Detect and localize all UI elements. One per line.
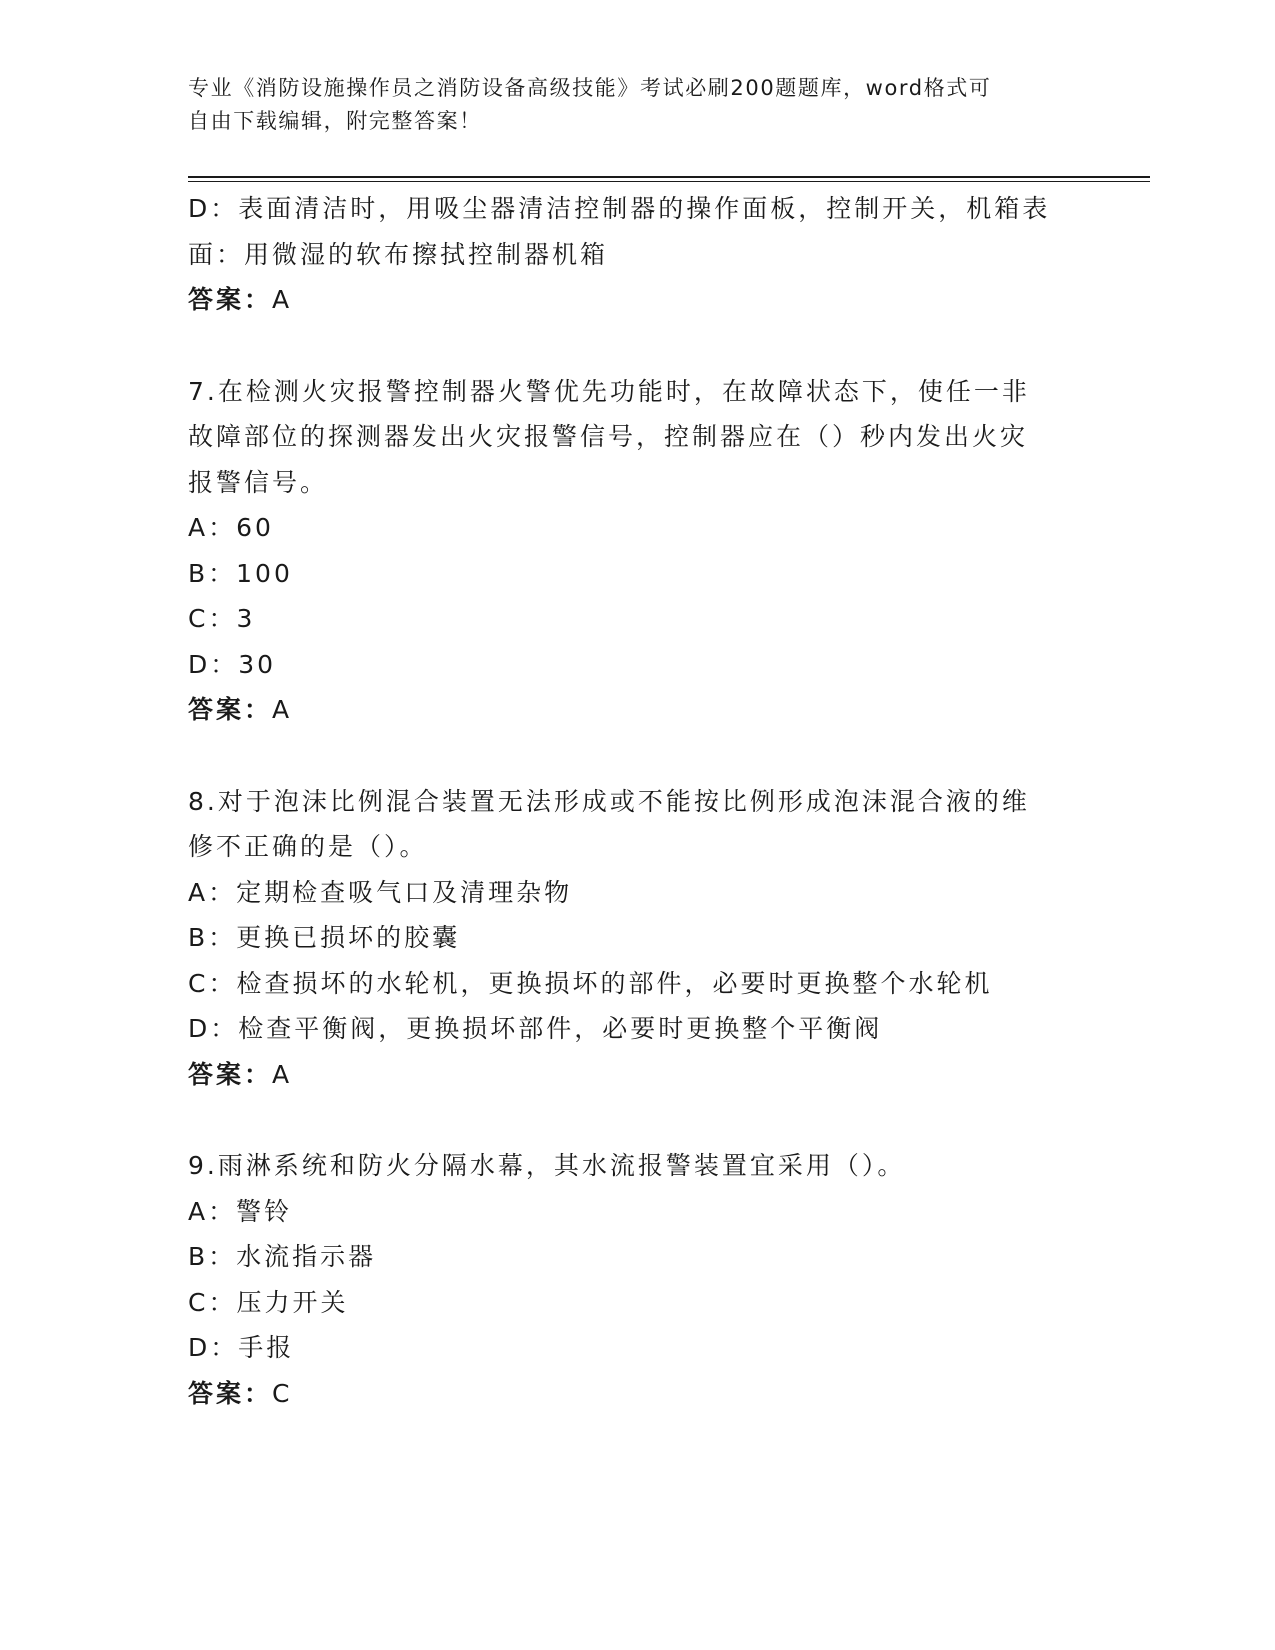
document-body bbox=[188, 186, 1088, 1416]
spacer bbox=[188, 733, 1088, 779]
option-b: B：更换已损坏的胶囊 bbox=[188, 923, 461, 952]
option-d-continued: 面：用微湿的软布擦拭控制器机箱 bbox=[188, 239, 609, 269]
document-header bbox=[188, 72, 1068, 138]
header-divider-thick bbox=[188, 176, 1150, 178]
answer-value: C bbox=[272, 1378, 290, 1408]
question-9 bbox=[188, 1143, 1088, 1416]
question-8 bbox=[188, 779, 1088, 1098]
option-d: D：表面清洁时，用吸尘器清洁控制器的操作面板，控制开关，机箱表 bbox=[188, 194, 1051, 223]
answer-label: 答案： bbox=[188, 695, 273, 724]
question-stem-continued: 报警信号。 bbox=[188, 467, 329, 497]
answer-line bbox=[188, 277, 1088, 323]
question-stem-continued: 修不正确的是（）。 bbox=[188, 832, 428, 861]
spacer bbox=[188, 323, 1088, 369]
answer-label: 答案： bbox=[188, 1378, 273, 1408]
answer-line bbox=[188, 1052, 1088, 1098]
header-line-1: 专业《消防设施操作员之消防设备高级技能》考试必刷200题题库，word格式可 bbox=[188, 76, 992, 100]
answer-value: A bbox=[272, 1059, 290, 1089]
option-d: D：手报 bbox=[188, 1333, 295, 1362]
option-a: A：60 bbox=[188, 513, 274, 542]
question-stem: 7.在检测火灾报警控制器火警优先功能时，在故障状态下，使任一非 bbox=[188, 376, 1030, 406]
answer-line bbox=[188, 687, 1088, 733]
header-line-2: 自由下载编辑，附完整答案！ bbox=[188, 109, 482, 133]
option-c: C：3 bbox=[188, 604, 256, 633]
question-6-tail bbox=[188, 186, 1088, 323]
header-divider-thin bbox=[188, 181, 1150, 182]
answer-line bbox=[188, 1371, 1088, 1417]
option-a: A：定期检查吸气口及清理杂物 bbox=[188, 877, 573, 907]
question-7 bbox=[188, 369, 1088, 733]
option-d: D：30 bbox=[188, 649, 277, 679]
option-a: A：警铃 bbox=[188, 1196, 293, 1226]
option-b: B：水流指示器 bbox=[188, 1242, 377, 1271]
question-stem-continued: 故障部位的探测器发出火灾报警信号，控制器应在（）秒内发出火灾 bbox=[188, 422, 1029, 451]
answer-label: 答案： bbox=[188, 285, 273, 314]
option-d: D：检查平衡阀，更换损坏部件，必要时更换整个平衡阀 bbox=[188, 1014, 883, 1043]
question-stem: 8.对于泡沫比例混合装置无法形成或不能按比例形成泡沫混合液的维 bbox=[188, 786, 1030, 816]
answer-label: 答案： bbox=[188, 1059, 273, 1089]
answer-value: A bbox=[272, 285, 290, 314]
option-b: B：100 bbox=[188, 558, 293, 588]
question-stem: 9.雨淋系统和防火分隔水幕，其水流报警装置宜采用（）。 bbox=[188, 1151, 906, 1180]
spacer bbox=[188, 1097, 1088, 1143]
option-c: C：检查损坏的水轮机，更换损坏的部件，必要时更换整个水轮机 bbox=[188, 968, 993, 998]
answer-value: A bbox=[272, 695, 290, 724]
option-c: C：压力开关 bbox=[188, 1287, 349, 1317]
